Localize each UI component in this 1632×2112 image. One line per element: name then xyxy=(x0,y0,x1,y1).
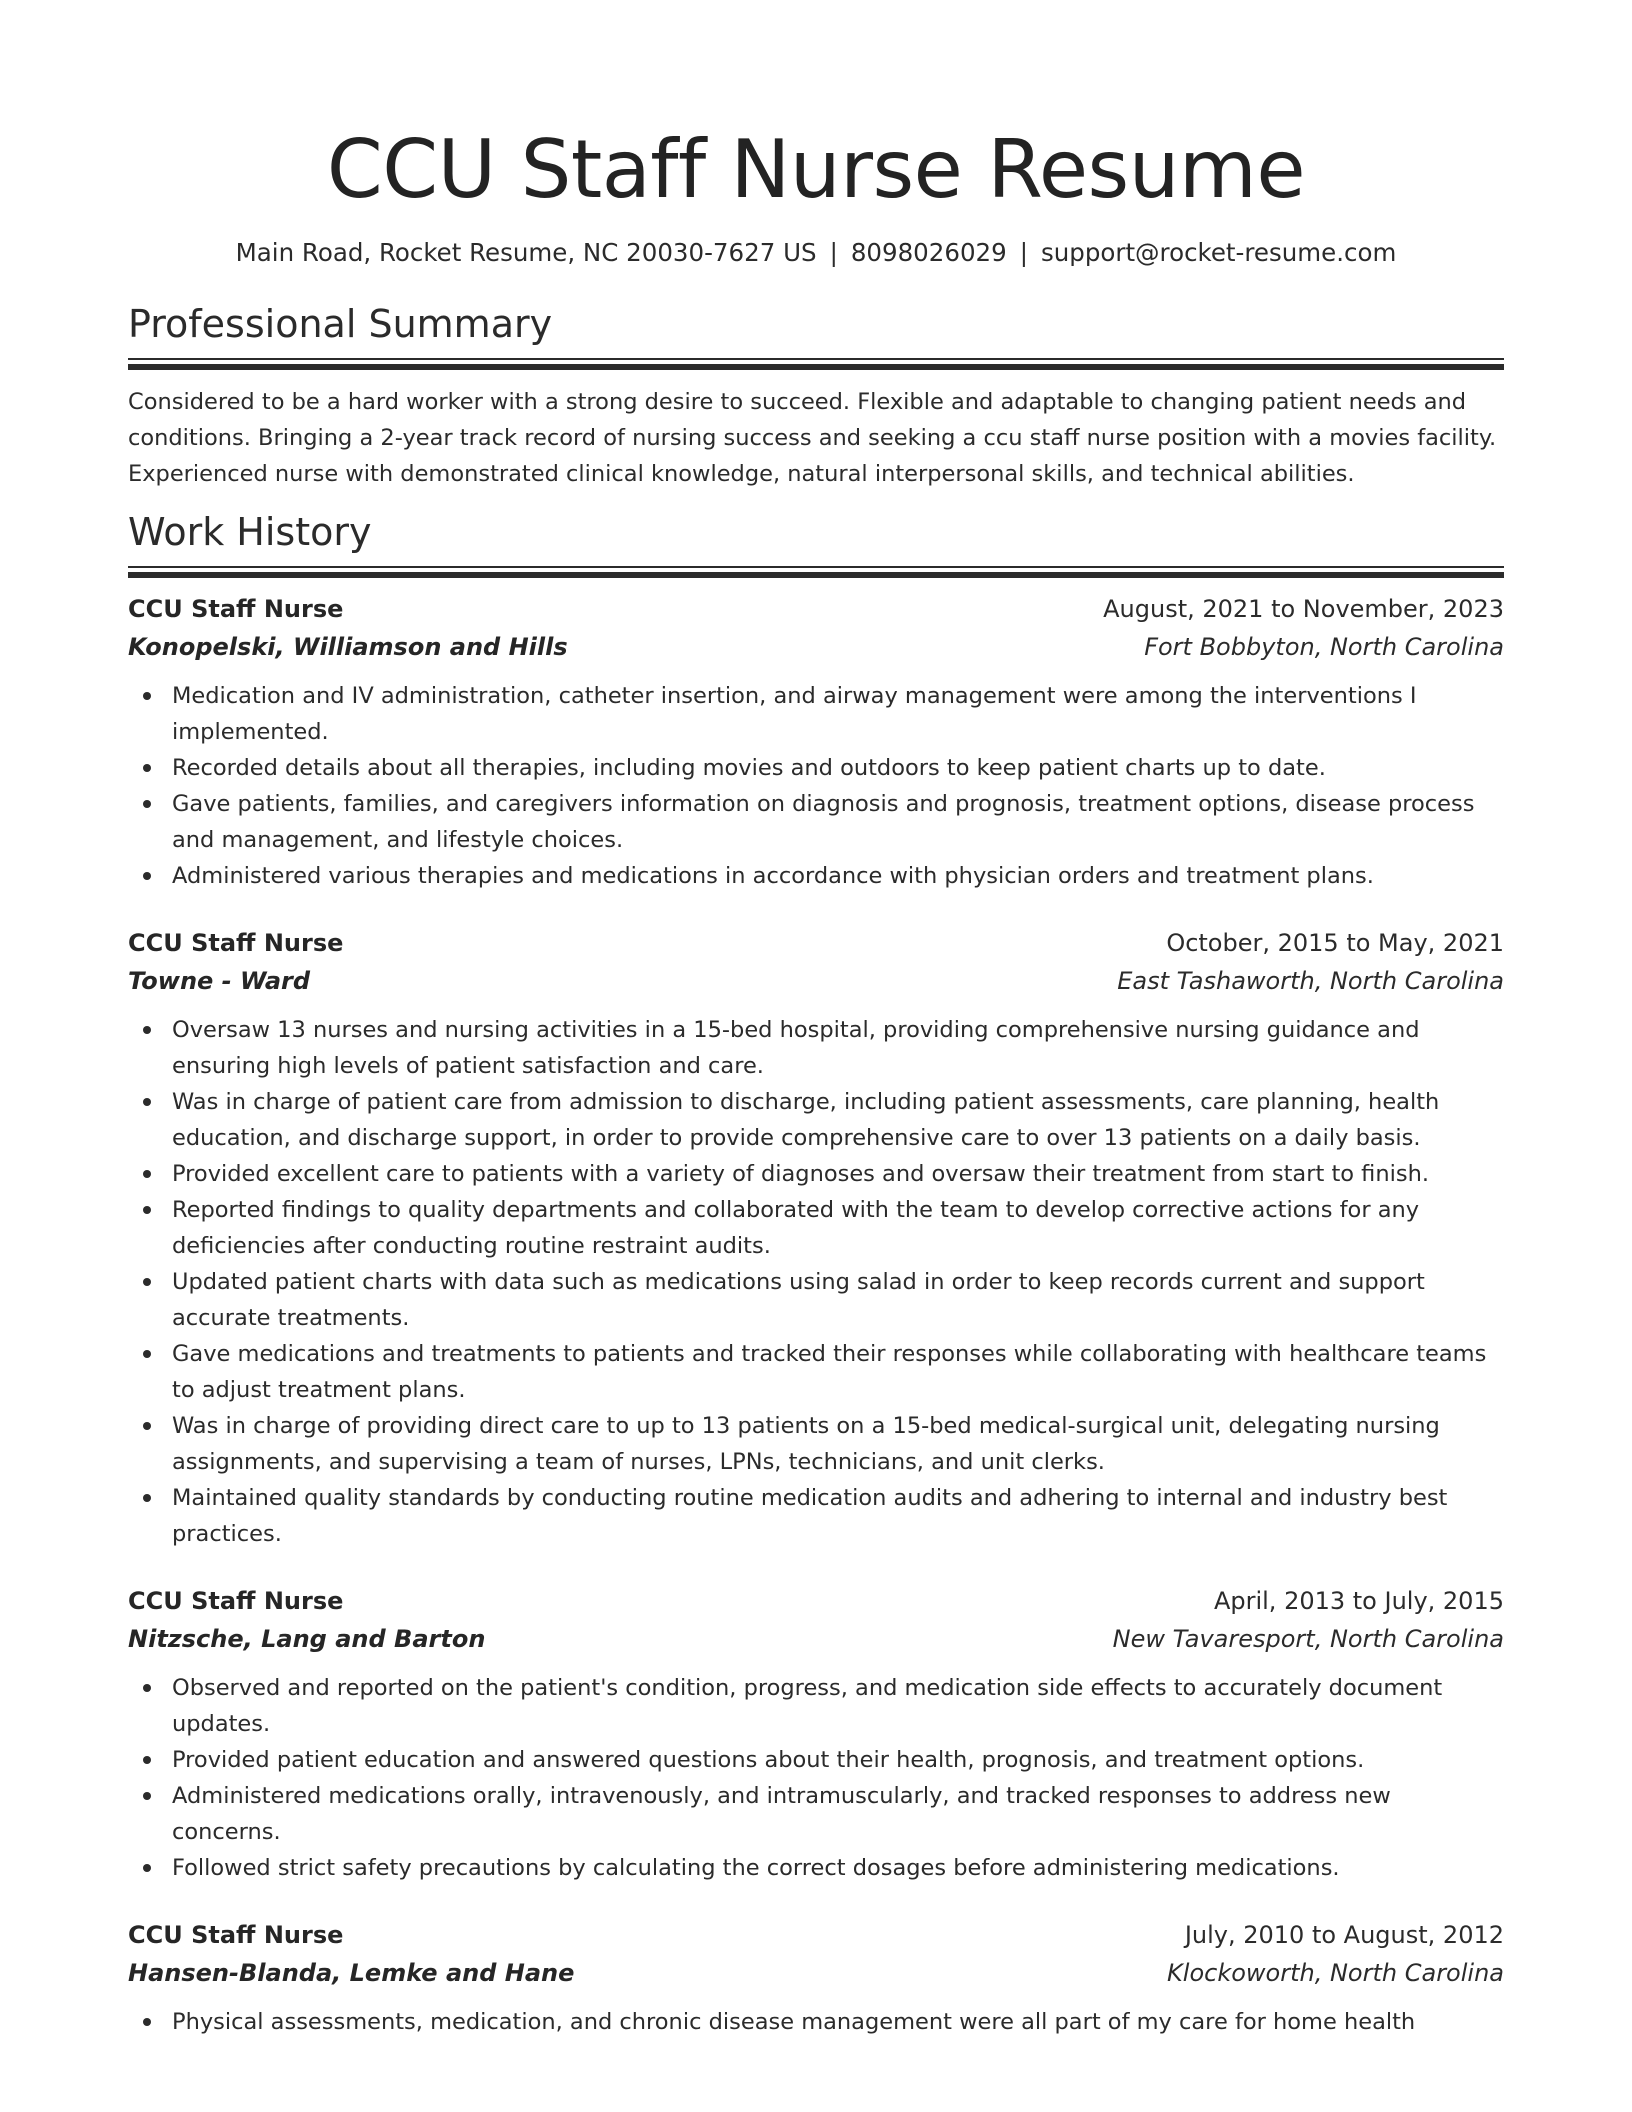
job-title: CCU Staff Nurse xyxy=(128,595,344,623)
job-entry xyxy=(128,590,1504,894)
job-header-row xyxy=(128,1916,1504,1954)
job-bullet: Was in charge of providing direct care to up to 13 patients on a 15-bed medical-surgical unit, delegating nursing assignments, and supervising a team of nurses, LPNs, technicians, and unit clerks. xyxy=(128,1408,1504,1480)
job-title: CCU Staff Nurse xyxy=(128,1587,344,1615)
job-bullet: Provided patient education and answered questions about their health, prognosis, and treatment options. xyxy=(128,1742,1504,1778)
job-bullet-list xyxy=(128,2004,1504,2040)
section-heading-work-history: Work History xyxy=(128,510,372,554)
summary-section xyxy=(128,300,1504,492)
job-bullet-list xyxy=(128,1012,1504,1552)
contact-separator: | xyxy=(1019,238,1028,267)
job-dates: October, 2015 to May, 2021 xyxy=(1166,929,1504,957)
job-bullet: Observed and reported on the patient's condition, progress, and medication side effects to accurately document updates. xyxy=(128,1670,1504,1742)
job-bullet: Recorded details about all therapies, including movies and outdoors to keep patient charts up to date. xyxy=(128,750,1504,786)
divider-thin-line xyxy=(128,358,1504,360)
job-title: CCU Staff Nurse xyxy=(128,929,344,957)
job-bullet-list xyxy=(128,1670,1504,1886)
job-entry xyxy=(128,1582,1504,1886)
job-bullet: Reported findings to quality departments and collaborated with the team to develop corrective actions for any deficiencies after conducting routine restraint audits. xyxy=(128,1192,1504,1264)
job-company: Konopelski, Williamson and Hills xyxy=(128,633,568,661)
job-bullet: Updated patient charts with data such as medications using salad in order to keep records current and support accurate treatments. xyxy=(128,1264,1504,1336)
job-dates: April, 2013 to July, 2015 xyxy=(1213,1587,1504,1615)
job-location: New Tavaresport, North Carolina xyxy=(1112,1625,1504,1653)
job-bullet: Administered various therapies and medications in accordance with physician orders and treatment plans. xyxy=(128,858,1504,894)
job-bullet: Maintained quality standards by conducting routine medication audits and adhering to internal and industry best practices. xyxy=(128,1480,1504,1552)
resume-content xyxy=(128,118,1504,2040)
job-bullet: Followed strict safety precautions by calculating the correct dosages before administering medications. xyxy=(128,1850,1504,1886)
section-divider xyxy=(128,566,1504,578)
job-bullet-list xyxy=(128,678,1504,894)
resume-title: CCU Staff Nurse Resume xyxy=(326,123,1306,216)
section-divider xyxy=(128,358,1504,370)
job-employer-row xyxy=(128,1954,1504,1992)
job-company: Hansen-Blanda, Lemke and Hane xyxy=(128,1959,575,1987)
job-company: Nitzsche, Lang and Barton xyxy=(128,1625,486,1653)
divider-thin-line xyxy=(128,566,1504,568)
job-entry xyxy=(128,924,1504,1552)
job-dates: August, 2021 to November, 2023 xyxy=(1103,595,1504,623)
job-dates: July, 2010 to August, 2012 xyxy=(1184,1921,1504,1949)
job-employer-row xyxy=(128,962,1504,1000)
job-bullet: Medication and IV administration, catheter insertion, and airway management were among the interventions I implemented. xyxy=(128,678,1504,750)
divider-thick-line xyxy=(128,364,1504,370)
job-header-row xyxy=(128,924,1504,962)
section-heading-summary: Professional Summary xyxy=(128,302,553,346)
divider-thick-line xyxy=(128,572,1504,578)
contact-email: support@rocket-resume.com xyxy=(1040,238,1397,267)
job-bullet: Gave patients, families, and caregivers information on diagnosis and prognosis, treatment options, disease process and management, and lifestyle choices. xyxy=(128,786,1504,858)
contact-line xyxy=(128,236,1504,270)
job-employer-row xyxy=(128,628,1504,666)
contact-separator: | xyxy=(829,238,838,267)
job-title: CCU Staff Nurse xyxy=(128,1921,344,1949)
job-bullet: Administered medications orally, intravenously, and intramuscularly, and tracked responses to address new concerns. xyxy=(128,1778,1504,1850)
job-bullet: Provided excellent care to patients with a variety of diagnoses and oversaw their treatment from start to finish. xyxy=(128,1156,1504,1192)
job-bullet: Was in charge of patient care from admission to discharge, including patient assessments, care planning, health education, and discharge support, in order to provide comprehensive care to over 13 patients on a daily basis. xyxy=(128,1084,1504,1156)
job-entry xyxy=(128,1916,1504,2040)
job-bullet: Oversaw 13 nurses and nursing activities in a 15-bed hospital, providing comprehensive nursing guidance and ensuring high levels of patient satisfaction and care. xyxy=(128,1012,1504,1084)
job-header-row xyxy=(128,1582,1504,1620)
job-employer-row xyxy=(128,1620,1504,1658)
job-company: Towne - Ward xyxy=(128,967,311,995)
job-location: Klockoworth, North Carolina xyxy=(1167,1959,1504,1987)
summary-text: Considered to be a hard worker with a strong desire to succeed. Flexible and adaptable to changing patient needs and conditions. Bringing a 2-year track record of nursing success and seeking a ccu staff nurse position with a movies facility. Experienced nurse with demonstrated clinical knowledge, natural interpersonal skills, and technical abilities. xyxy=(128,389,1497,487)
job-header-row xyxy=(128,590,1504,628)
job-location: East Tashaworth, North Carolina xyxy=(1117,967,1504,995)
contact-address: Main Road, Rocket Resume, NC 20030-7627 US xyxy=(235,238,817,267)
job-location: Fort Bobbyton, North Carolina xyxy=(1144,633,1504,661)
work-history-section xyxy=(128,508,1504,2040)
job-bullet: Physical assessments, medication, and chronic disease management were all part of my care for home health xyxy=(128,2004,1504,2040)
job-bullet: Gave medications and treatments to patients and tracked their responses while collaborating with healthcare teams to adjust treatment plans. xyxy=(128,1336,1504,1408)
contact-phone: 8098026029 xyxy=(850,238,1007,267)
